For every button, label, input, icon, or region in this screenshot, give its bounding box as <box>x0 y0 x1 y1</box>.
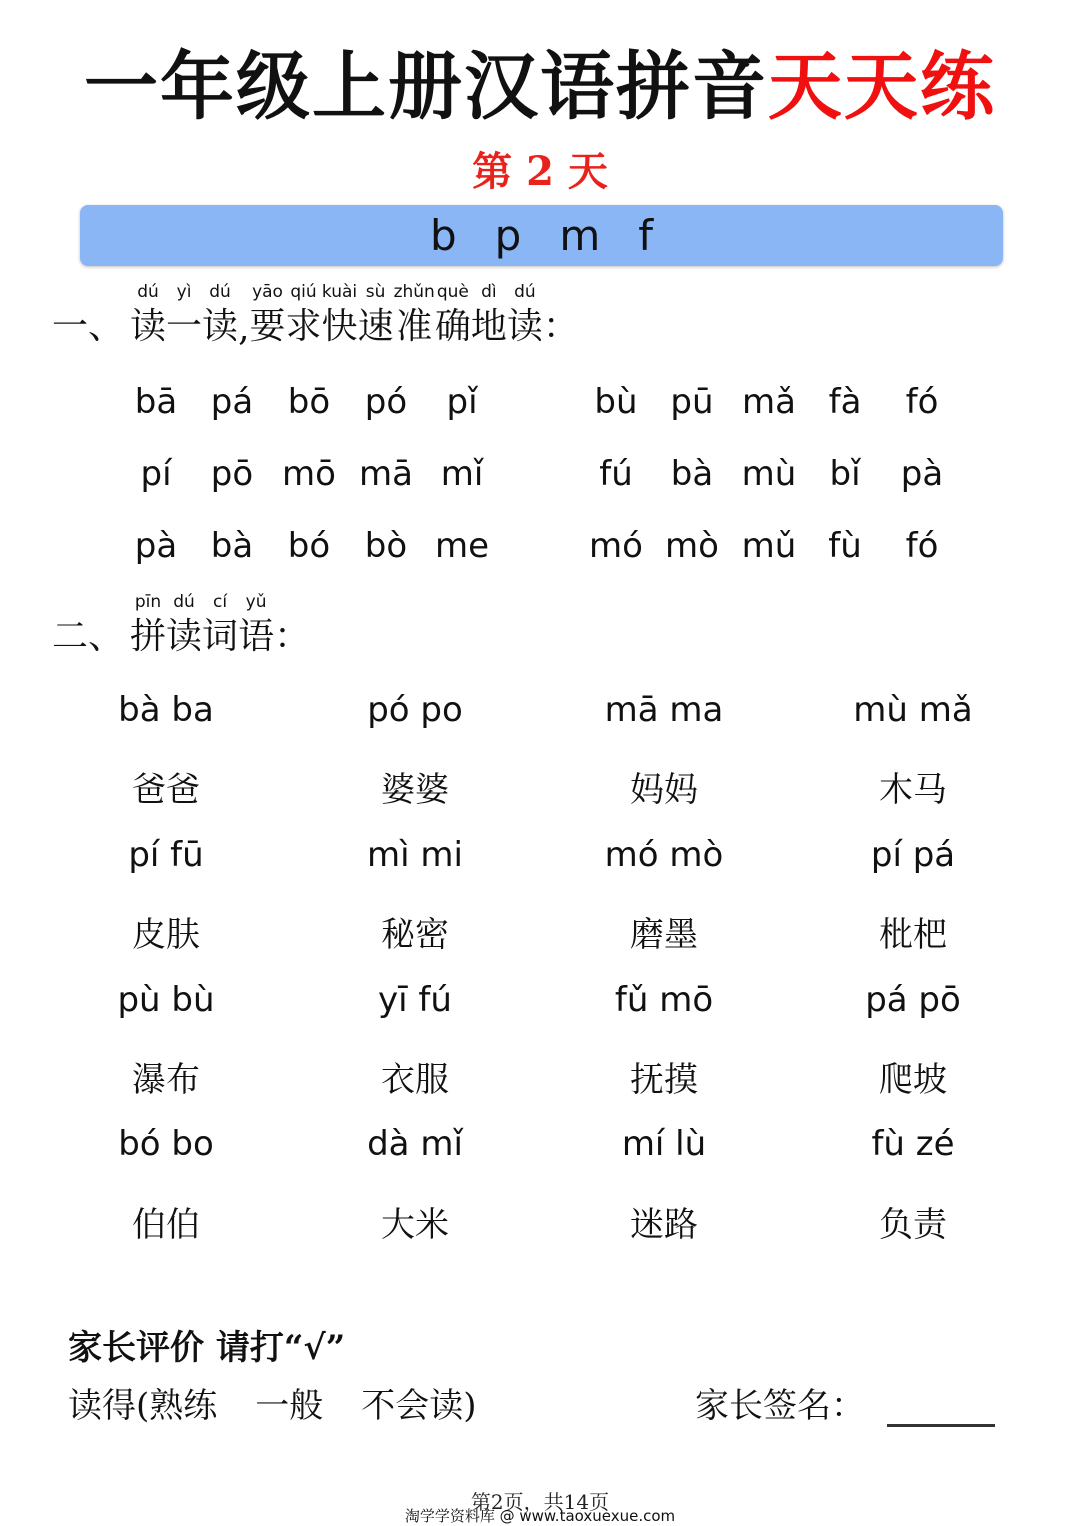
syllable: mù <box>741 454 797 494</box>
syllable: pí <box>140 454 172 494</box>
syllable: mò <box>665 526 719 566</box>
syllable: mā <box>359 454 413 494</box>
word-pinyin: mā ma <box>604 690 724 730</box>
word-pinyin: bà ba <box>118 690 214 730</box>
page-title <box>0 28 1080 134</box>
syllable: mǎ <box>742 382 796 422</box>
word-hanzi: 婆婆 <box>381 770 449 811</box>
pinyin-annotation: pīn <box>130 592 167 612</box>
syllable: mó <box>589 526 643 566</box>
syllable: bó <box>287 526 331 566</box>
annotated-char: ： <box>543 282 579 349</box>
word-hanzi: 枇杷 <box>879 915 947 956</box>
word-hanzi: 负责 <box>879 1204 947 1245</box>
letter: b <box>429 211 457 260</box>
word-pinyin: pí pá <box>870 834 956 875</box>
title-red: 天天练 <box>768 44 996 130</box>
syllable: bà <box>670 454 714 494</box>
word-hanzi: 磨墨 <box>630 915 698 956</box>
letter: p <box>494 211 522 260</box>
word-pinyin: fǔ mō <box>614 979 714 1020</box>
pinyin-annotation <box>238 288 249 312</box>
annotated-char: , <box>238 288 249 349</box>
letter: m <box>559 211 601 260</box>
parent-evaluation-title: 家长评价 请打“√” <box>68 1328 346 1368</box>
title-black: 一年级上册汉语拼音 <box>84 44 768 130</box>
annotated-char: ： <box>274 592 310 659</box>
word-hanzi: 秘密 <box>381 915 449 956</box>
syllable: me <box>434 526 490 566</box>
annotated-char: 求qiú <box>285 282 322 347</box>
section2-heading <box>52 592 310 659</box>
syllable: mǐ <box>440 454 484 494</box>
pinyin-annotation: sù <box>357 282 394 302</box>
syllable: bō <box>287 382 331 422</box>
option-cannot: 不会读) <box>361 1386 477 1426</box>
word-pinyin: mó mò <box>604 834 724 875</box>
pinyin-annotation: zhǔn <box>393 282 435 302</box>
syllable: pū <box>670 382 714 422</box>
syllable: mō <box>282 454 336 494</box>
word-pinyin: dà mǐ <box>367 1124 463 1165</box>
word-hanzi: 衣服 <box>381 1060 449 1100</box>
word-hanzi: 妈妈 <box>630 770 698 811</box>
syllable: fà <box>828 382 862 422</box>
annotated-char: 快kuài <box>321 282 358 347</box>
parent-signature <box>695 1378 995 1427</box>
annotated-char: 要yāo <box>249 282 286 347</box>
word-pinyin: mì mi <box>367 834 463 875</box>
word-hanzi: 爸爸 <box>132 770 200 811</box>
pinyin-annotation: qiú <box>285 282 322 302</box>
word-pinyin: pó po <box>367 690 463 730</box>
annotated-char: 一yì <box>166 282 203 347</box>
signature-label: 家长签名： <box>695 1386 865 1426</box>
word-hanzi: 抚摸 <box>630 1060 698 1100</box>
syllable: bǐ <box>829 454 861 494</box>
pinyin-annotation: cí <box>202 592 239 612</box>
annotated-char: 读dú <box>130 282 167 347</box>
syllable: pà <box>134 526 178 566</box>
pinyin-annotation: dì <box>470 282 507 302</box>
word-pinyin: bó bo <box>118 1124 214 1165</box>
word-hanzi: 木马 <box>879 770 947 811</box>
reading-options <box>68 1378 515 1427</box>
syllable: pá <box>210 382 254 422</box>
section-number: 二、 <box>52 616 125 657</box>
option-fluent: 读得(熟练 <box>68 1386 218 1426</box>
annotated-char: 读dú <box>202 282 239 347</box>
word-pinyin: pí fū <box>128 834 204 875</box>
section1-heading <box>52 282 579 349</box>
syllable: bò <box>364 526 408 566</box>
syllable: fù <box>828 526 862 566</box>
pinyin-annotation: yì <box>166 282 203 302</box>
word-hanzi: 爬坡 <box>879 1060 947 1100</box>
pinyin-annotation: yāo <box>249 282 286 302</box>
syllable: bà <box>210 526 254 566</box>
syllable: bù <box>594 382 638 422</box>
word-hanzi: 迷路 <box>630 1204 698 1245</box>
syllable: pǐ <box>446 382 478 422</box>
syllable: fó <box>905 526 939 566</box>
annotated-char: 确què <box>434 282 471 347</box>
word-pinyin: mù mǎ <box>853 690 973 730</box>
pinyin-annotation: dú <box>166 592 203 612</box>
syllable: bā <box>134 382 178 422</box>
pinyin-annotation: kuài <box>321 282 358 302</box>
annotated-char: 语yǔ <box>238 592 275 657</box>
annotated-char: 读dú <box>166 592 203 657</box>
word-pinyin: fù zé <box>871 1124 955 1165</box>
page-number: 第2页，共14页 <box>470 1490 610 1514</box>
word-pinyin: yī fú <box>378 979 452 1020</box>
pinyin-annotation: dú <box>202 282 239 302</box>
annotated-char: 速sù <box>357 282 394 347</box>
word-pinyin: mí lù <box>621 1124 707 1165</box>
pinyin-annotation: dú <box>130 282 167 302</box>
option-average: 一般 <box>255 1386 324 1426</box>
word-pinyin: pù bù <box>117 979 215 1020</box>
word-hanzi: 皮肤 <box>132 915 200 956</box>
watermark: 淘学学资料库 @ www.taoxuexue.com <box>404 1507 676 1525</box>
word-hanzi: 瀑布 <box>132 1060 200 1100</box>
syllable: fú <box>599 454 633 494</box>
annotated-char: 拼pīn <box>130 592 167 657</box>
letters-banner <box>80 205 1003 266</box>
annotated-char: 词cí <box>202 592 239 657</box>
syllable: pó <box>364 382 408 422</box>
word-pinyin: pá pō <box>865 979 961 1020</box>
annotated-char: 准zhǔn <box>393 282 435 347</box>
day-label: 第 2 天 <box>472 148 608 195</box>
pinyin-annotation <box>274 592 310 616</box>
syllable: mǔ <box>741 526 797 566</box>
syllable: pà <box>900 454 944 494</box>
pinyin-annotation: què <box>434 282 471 302</box>
syllable: fó <box>905 382 939 422</box>
annotated-char: 地dì <box>470 282 507 347</box>
syllable: pō <box>210 454 254 494</box>
pinyin-annotation <box>543 282 579 306</box>
annotated-char: 读dú <box>506 282 543 347</box>
signature-line[interactable] <box>887 1388 995 1427</box>
pinyin-annotation: dú <box>506 282 543 302</box>
letter: f <box>638 211 654 260</box>
word-hanzi: 大米 <box>381 1204 449 1245</box>
pinyin-annotation: yǔ <box>238 592 275 612</box>
section-number: 一、 <box>52 306 125 347</box>
word-hanzi: 伯伯 <box>132 1204 200 1245</box>
